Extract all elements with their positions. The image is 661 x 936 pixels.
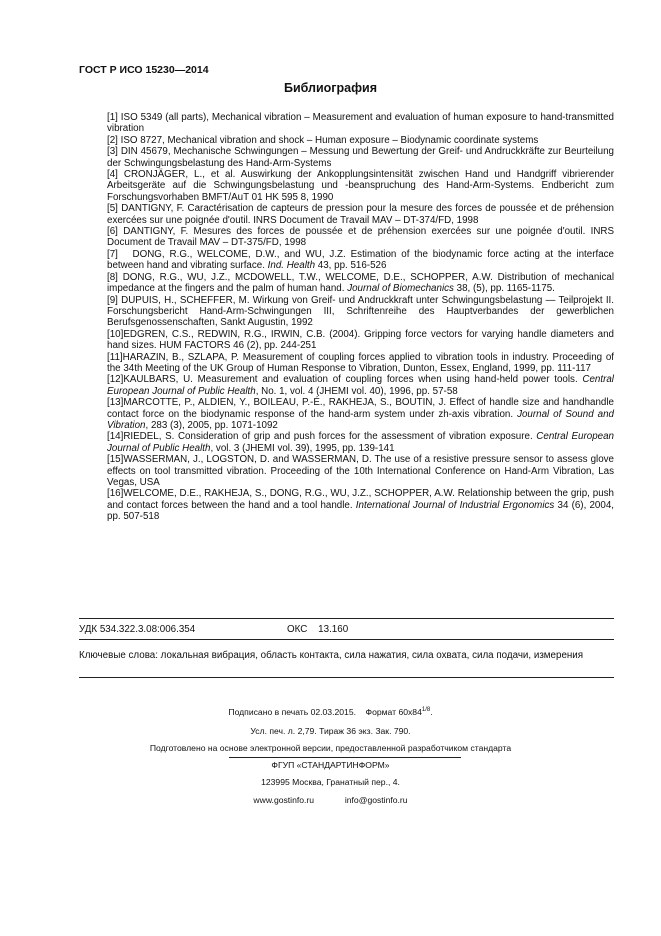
- reference-number: [9]: [107, 294, 118, 306]
- reference-text: DANTIGNY, F. Mesures des forces de poussée et de préhension exercées sur une poignée d'outil. INRS Document de Travail MAV – DT-375/FD, 1998: [107, 226, 617, 249]
- reference-text: WELCOME, D.E., RAKHEJA, S., DONG, R.G., WU, J.Z., SCHOPPER, A.W. Relationship between the grip, push and contact forces between the hand and a tool handle.: [107, 488, 617, 511]
- reference-item: [107, 454, 617, 488]
- reference-text: DANTIGNY, F. Caractérisation de capteurs de pression pour la mesure des forces de poussée et de préhension exercées sur une poignée d'outil. INRS Document de Travail MAV – DT-374/FD, 1998: [107, 203, 617, 226]
- reference-item: [107, 135, 614, 146]
- reference-item: [107, 112, 617, 135]
- reference-text: WASSERMAN, J., LOGSTON, D. and WASSERMAN, D. The use of a resistive pressure sensor to assess glove effects on tool transmitted vibration. Proceeding of the 10th International Conference on Hand-Arm Vibration, Las Vegas, USA: [107, 454, 617, 488]
- reference-number: [15]: [107, 454, 124, 466]
- udk-code: УДК 534.322.3.08:006.354: [79, 624, 196, 635]
- reference-item: [107, 431, 617, 454]
- reference-text: MARCOTTE, P., ALDIEN, Y., BOILEAU, P.-É., RAKHEJA, S., BOUTIN, J. Effect of handle size and handhandle contact force on the biodynamic response of the hand-arm system under zh-axis vibration.: [107, 397, 617, 420]
- reference-journal: Central European Journal of Public Health: [107, 374, 617, 397]
- reference-journal: Central European Journal of Public Health: [107, 431, 617, 454]
- oks-code: ОКС 13.160: [287, 624, 349, 635]
- reference-text: , vol. 3 (JHEMI vol. 39), 1995, pp. 139-141: [210, 442, 395, 454]
- standard-number: ГОСТ Р ИСО 15230—2014: [79, 64, 209, 76]
- divider-top: [79, 618, 614, 619]
- reference-text: DUPUIS, H., SCHEFFER, M. Wirkung von Greif- und Andruckkraft unter Schwingungsbelastung — Teilprojekt II. Forschungsbericht Hand-Arm-Schwingungen III, Schriftenreihe des Hauptverbandes der gewerblichen Berufsgenossenschaften, Sankt Augustin, 1992: [107, 294, 617, 329]
- imprint-website-link[interactable]: www.gostinfo.ru: [253, 795, 315, 805]
- reference-item: [107, 328, 617, 352]
- imprint-address: 123995 Москва, Гранатный пер., 4.: [261, 777, 400, 787]
- reference-journal: Ind. Health: [267, 260, 316, 272]
- reference-text: CRONJÄGER, L., et al. Auswirkung der Ankopplungsintensität zwischen Hand und Handgriff vibrierender Arbeitsgeräte auf die Schwingungsbelastung und -beanspruchung des Hand-Arm-Systems. Endbericht zum Forschungsvorhaben BMFT/AuT 01 HK 595 8, 1990: [107, 169, 617, 203]
- reference-number: [8]: [107, 271, 118, 283]
- reference-number: [7]: [107, 248, 118, 260]
- reference-text: ISO 5349 (all parts), Mechanical vibration – Measurement and evaluation of human exposure to hand-transmitted vibration: [107, 112, 617, 135]
- reference-text: DIN 45679, Mechanische Schwingungen – Messung und Bewertung der Greif- und Andruckkräfte zur Beurteilung der Schwingungsbelastung des Hand-Arm-Systems: [107, 146, 617, 169]
- divider-middle: [79, 639, 614, 640]
- reference-item: [107, 169, 617, 203]
- reference-item: [107, 374, 617, 397]
- reference-text: EDGREN, C.S., REDWIN, R.G., IRWIN, C.B. (2004). Gripping force vectors for varying handle diameters and hand sizes. HUM FACTORS 46 (2), pp. 244-251: [107, 328, 617, 352]
- reference-text: 43, pp. 516-526: [315, 260, 387, 272]
- reference-item: [107, 146, 617, 169]
- reference-item: [107, 294, 617, 329]
- imprint-divider: [229, 757, 461, 758]
- reference-number: [3]: [107, 146, 118, 158]
- reference-journal: International Journal of Industrial Ergonomics: [355, 499, 555, 511]
- divider-bottom: [79, 677, 614, 678]
- reference-text: ISO 8727, Mechanical vibration and shock – Human exposure – Biodynamic coordinate systems: [117, 134, 539, 146]
- imprint-email-link[interactable]: info@gostinfo.ru: [344, 795, 408, 805]
- reference-number: [12]: [107, 374, 124, 386]
- reference-item: [107, 488, 617, 523]
- reference-text: DONG, R.G., WELCOME, D.W., and WU, J.Z. Estimation of the biodynamic force acting at the interface between hand and vibrating surface.: [107, 248, 617, 272]
- reference-item: [107, 397, 617, 431]
- imprint-sheets: Усл. печ. л. 2,79. Тираж 36 экз. Зак. 790.: [250, 726, 411, 736]
- imprint-signed: [0, 707, 661, 717]
- reference-number: [14]: [107, 431, 124, 443]
- reference-list: [107, 112, 617, 523]
- reference-item: [107, 203, 617, 226]
- reference-number: [11]: [107, 351, 123, 363]
- imprint-publisher: ФГУП «СТАНДАРТИНФОРМ»: [271, 760, 390, 770]
- bibliography-title: Библиография: [283, 81, 378, 95]
- reference-text: KAULBARS, U. Measurement and evaluation of coupling forces when using hand-held power tools.: [123, 374, 583, 386]
- reference-number: [2]: [107, 134, 118, 146]
- imprint-signed-text: Подписано в печать 02.03.2015. Формат 60x84: [228, 707, 422, 717]
- reference-item: [107, 351, 617, 375]
- reference-number: [6]: [107, 226, 118, 238]
- reference-text: HARAZIN, B., SZLAPA, P. Measurement of coupling forces applied to vibration tools in industry. Proceeding of the 34th Meeting of the UK Group of Human Response to Vibration, Dunton, Essex, England, 1999, pp. 111-117: [107, 351, 617, 374]
- keywords: Ключевые слова: локальная вибрация, область контакта, сила нажатия, сила охвата, сила подачи, измерения: [79, 650, 584, 661]
- reference-number: [13]: [107, 397, 124, 409]
- reference-journal: Journal of Sound and Vibration: [107, 408, 617, 431]
- reference-number: [1]: [107, 112, 118, 123]
- reference-text: DONG, R.G., WU, J.Z., MCDOWELL, T.W., WELCOME, D.E., SCHOPPER, A.W. Distribution of mechanical impedance at the fingers and the palm of human hand.: [107, 271, 617, 295]
- reference-item: [107, 226, 617, 249]
- reference-number: [4]: [107, 169, 118, 181]
- imprint-format-fraction: 1/8: [421, 707, 431, 714]
- reference-item: [107, 271, 617, 295]
- reference-number: [5]: [107, 203, 118, 215]
- reference-number: [16]: [107, 488, 124, 500]
- reference-text: RIEDEL, S. Consideration of grip and push forces for the assessment of vibration exposure.: [123, 431, 537, 443]
- reference-text: 38, (5), pp. 1165-1175.: [453, 283, 555, 295]
- imprint-contacts: [0, 795, 661, 805]
- reference-journal: Journal of Biomechanics: [347, 283, 454, 295]
- reference-text: , 283 (3), 2005, pp. 1071-1092: [145, 419, 278, 431]
- imprint-signed-end: .: [430, 707, 433, 717]
- imprint-prepared: Подготовлено на основе электронной версии, предоставленной разработчиком стандарта: [149, 743, 512, 753]
- reference-text: , No. 1, vol. 4 (JHEMI vol. 40), 1996, pp. 57-58: [255, 385, 458, 397]
- reference-item: [107, 248, 617, 272]
- reference-text: 34 (6), 2004, pp. 507-518: [107, 499, 617, 523]
- reference-number: [10]: [107, 328, 124, 340]
